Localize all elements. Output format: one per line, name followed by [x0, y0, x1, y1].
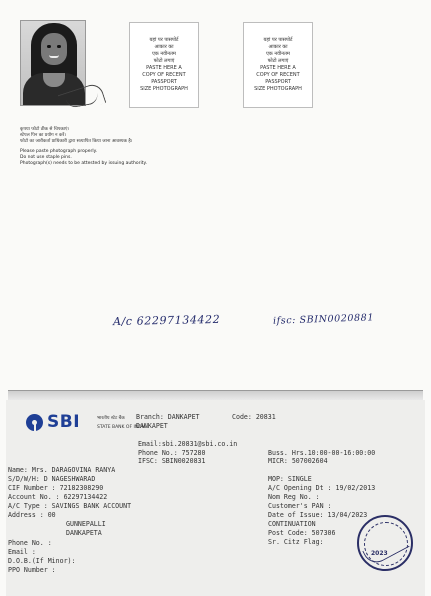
- handwritten-ifsc: ifsc: SBIN0020881: [272, 312, 375, 327]
- branch-email: Email:sbi.20831@sbi.co.in: [138, 440, 238, 448]
- account-open-date: A/C Opening Dt : 19/02/2013: [268, 484, 376, 492]
- stamp-date: 2023: [371, 550, 388, 557]
- address-line3: DANKAPETA: [66, 529, 102, 537]
- address-line2: GUNNEPALLI: [66, 520, 106, 528]
- micr-code: MICR: 507002604: [268, 457, 328, 465]
- branch-code: Code: 20831: [232, 413, 276, 421]
- photo-instructions: [20, 127, 147, 167]
- mode-of-operation: MOP: SINGLE: [268, 475, 312, 483]
- customer-pan: Customer's PAN :: [268, 502, 332, 510]
- business-hours: Buss. Hrs.10:00-00-16:00:00: [268, 449, 376, 457]
- dob-minor: D.O.B.(If Minor):: [8, 557, 76, 565]
- note-english-3: Photograph(s) needs to be attested by issuing authority.: [20, 161, 147, 167]
- branch-phone: Phone No.: 757280: [138, 449, 206, 457]
- account-type: A/C Type : SAVINGS BANK ACCOUNT: [8, 502, 132, 510]
- bank-name: STATE BANK OF INDIA: [97, 425, 147, 430]
- photo-placeholder-box-2: यहां पर पासपोर्ट आकार का एक नवीनतम फोटो लगाएं PASTE HERE A COPY OF RECENT PASSPORT SIZE PHOTOGRAPH: [243, 22, 313, 108]
- photo-placeholder-box-1: यहां पर पासपोर्ट आकार का एक नवीनतम फोटो लगाएं PASTE HERE A COPY OF RECENT PASSPORT SIZE PHOTOGRAPH: [129, 22, 199, 108]
- cif-number: CIF Number : 72182308290: [8, 484, 104, 492]
- note-english-1: Please paste photograph properly.: [20, 148, 98, 154]
- ppo-number: PPO Number :: [8, 566, 56, 574]
- bank-name-hindi: भारतीय स्टेट बैंक: [97, 416, 125, 421]
- relation-name: S/D/W/H: D NAGESHWARAD: [8, 475, 96, 483]
- account-number: Account No. : 62297134422: [8, 493, 108, 501]
- nominee-reg-no: Nom Reg No. :: [268, 493, 320, 501]
- scan-divider: [8, 390, 423, 400]
- branch-line2: DANKAPET: [136, 422, 168, 430]
- customer-email: Email :: [8, 548, 36, 556]
- date-of-issue: Date of Issue: 13/04/2023: [268, 511, 368, 519]
- continuation-label: CONTINUATION: [268, 520, 316, 528]
- handwritten-account-number: A/c 62297134422: [112, 312, 221, 329]
- sbi-logo-text: SBI: [47, 412, 81, 432]
- address-line1: Address : 00: [8, 511, 56, 519]
- note-hindi-1: कृपया फोटो ठीक से चिपकाएं।: [20, 127, 70, 132]
- note-english-2: Do not use staple pins.: [20, 154, 72, 160]
- branch-label: Branch: DANKAPET: [136, 413, 200, 421]
- customer-phone: Phone No. :: [8, 539, 52, 547]
- customer-name: Name: Mrs. DARAGOVINA RANYA: [8, 466, 116, 474]
- senior-citizen-flag: Sr. Citz Flag:: [268, 538, 324, 546]
- sbi-logo-icon: [26, 414, 43, 431]
- note-hindi-3: फोटो का जारीकर्ता प्राधिकारी द्वारा सत्यापित किया जाना आवश्यक है।: [20, 139, 133, 145]
- note-hindi-2: स्टेपल पिन का प्रयोग न करें।: [20, 133, 66, 139]
- post-code: Post Code: 507306: [268, 529, 336, 537]
- branch-ifsc: IFSC: SBIN0020831: [138, 457, 206, 465]
